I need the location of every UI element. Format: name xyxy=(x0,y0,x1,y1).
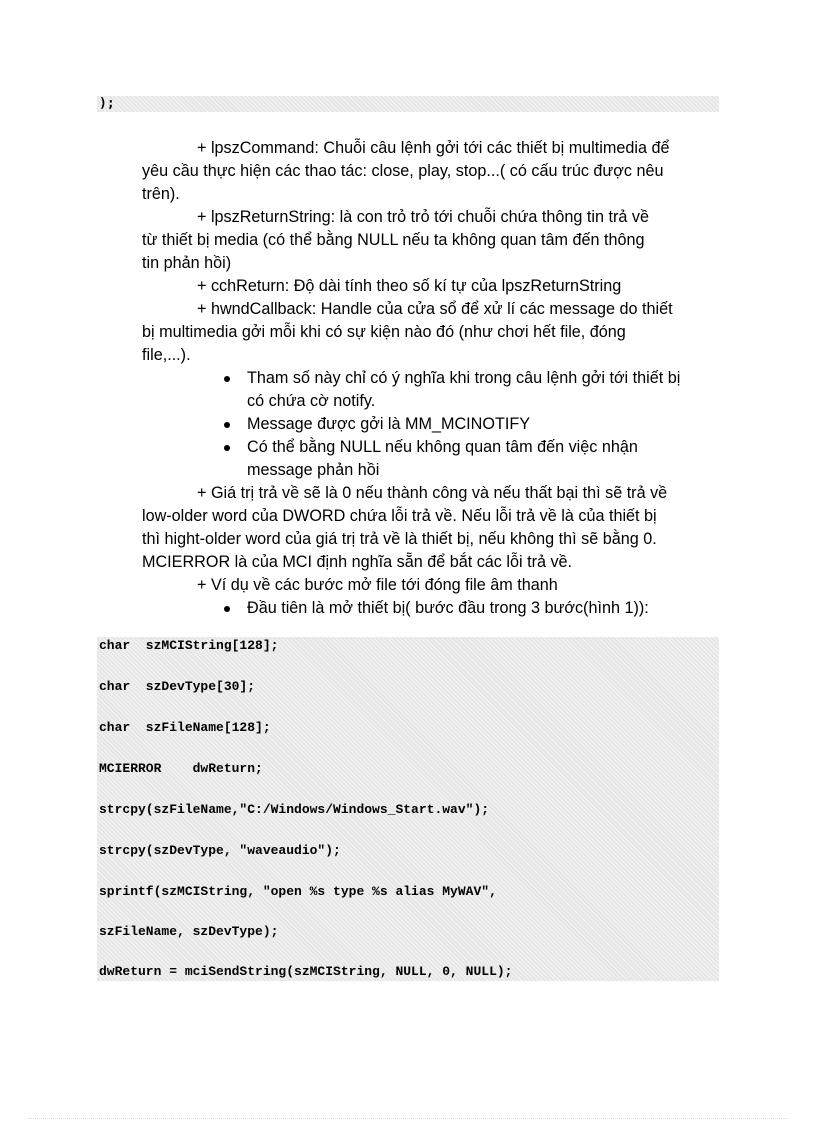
code-line: char szFileName[128]; xyxy=(99,720,271,735)
code-line: dwReturn = mciSendString(szMCIString, NULL, 0, NULL); xyxy=(99,964,513,979)
code-block-top xyxy=(97,96,719,112)
code-line: strcpy(szDevType, "waveaudio"); xyxy=(99,843,341,858)
bullet-icon xyxy=(224,422,230,428)
bullet-item-continuation: có chứa cờ notify. xyxy=(247,392,376,410)
example-heading: + Ví dụ về các bước mở file tới đóng file âm thanh xyxy=(197,576,558,594)
text-line: yêu cầu thực hiện các thao tác: close, play, stop...( có cấu trúc được nêu xyxy=(142,162,664,180)
bullet-icon xyxy=(224,445,230,451)
text-line: low-older word của DWORD chứa lỗi trả về. Nếu lỗi trả về là của thiết bị xyxy=(142,507,657,525)
param-hwndcallback: + hwndCallback: Handle của cửa sổ để xử lí các message do thiết xyxy=(197,300,673,318)
bullet-icon xyxy=(224,376,230,382)
text-line: tin phản hồi) xyxy=(142,254,232,272)
bullet-item: Có thể bằng NULL nếu không quan tâm đến việc nhận xyxy=(247,438,638,456)
code-line: MCIERROR dwReturn; xyxy=(99,761,263,776)
page-bottom-rule xyxy=(28,1118,788,1119)
code-line: szFileName, szDevType); xyxy=(99,924,279,939)
code-line: char szDevType[30]; xyxy=(99,679,256,694)
code-line: strcpy(szFileName,"C:/Windows/Windows_Start.wav"); xyxy=(99,802,490,817)
text-line: từ thiết bị media (có thể bằng NULL nếu ta không quan tâm đến thông xyxy=(142,231,645,249)
bullet-item: Đầu tiên là mở thiết bị( bước đầu trong 3 bước(hình 1)): xyxy=(247,599,649,617)
bullet-item-continuation: message phản hồi xyxy=(247,461,380,479)
param-lpszcommand: + lpszCommand: Chuỗi câu lệnh gởi tới các thiết bị multimedia để xyxy=(197,139,670,157)
bullet-icon xyxy=(224,606,230,612)
text-line: MCIERROR là của MCI định nghĩa sẵn để bắt các lỗi trả về. xyxy=(142,553,573,571)
text-line: thì hight-older word của giá trị trả về là thiết bị, nếu không thì sẽ bằng 0. xyxy=(142,530,657,548)
bullet-item: Message được gởi là MM_MCINOTIFY xyxy=(247,415,531,433)
text-line: trên). xyxy=(142,185,180,203)
bullet-item: Tham số này chỉ có ý nghĩa khi trong câu lệnh gởi tới thiết bị xyxy=(247,369,681,387)
param-lpszreturnstring: + lpszReturnString: là con trỏ trỏ tới chuỗi chứa thông tin trả về xyxy=(197,208,649,226)
text-line: bị multimedia gởi mỗi khi có sự kiện nào đó (như chơi hết file, đóng xyxy=(142,323,626,341)
param-cchreturn: + cchReturn: Độ dài tính theo số kí tự của lpszReturnString xyxy=(197,277,622,295)
code-block xyxy=(97,637,719,981)
code-line: char szMCIString[128]; xyxy=(99,638,279,653)
text-line: file,...). xyxy=(142,346,191,364)
code-line: sprintf(szMCIString, "open %s type %s alias MyWAV", xyxy=(99,884,497,899)
return-value-text: + Giá trị trả về sẽ là 0 nếu thành công và nếu thất bại thì sẽ trả về xyxy=(197,484,668,502)
code-line: ); xyxy=(99,96,115,111)
